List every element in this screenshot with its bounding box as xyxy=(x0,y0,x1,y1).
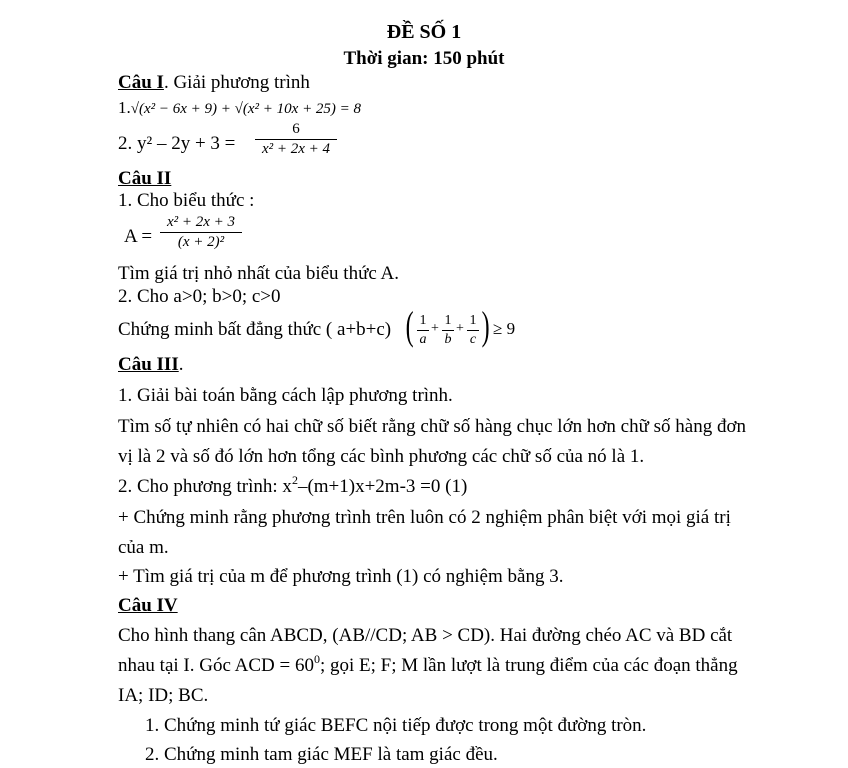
cau1-eq1-expression: √(x² − 6x + 9) + √(x² + 10x + 25) = 8 xyxy=(130,101,362,117)
cau3-l4a: 2. Cho phương trình: x xyxy=(118,476,292,497)
frac-1-over-a: 1 a xyxy=(417,314,429,347)
cau2-p3: 2. Cho a>0; b>0; c>0 xyxy=(118,286,281,307)
cau4-l2b: ; gọi E; F; M lần lượt là trung điểm của các đoạn thẳng xyxy=(319,655,738,676)
cau3-label-tail: . xyxy=(178,354,184,375)
cau3-heading xyxy=(118,355,183,374)
cau2-a-numerator: x² + 2x + 3 xyxy=(166,214,236,230)
cau1-label-tail: . Giải phương trình xyxy=(163,72,310,93)
cau4-item-1: 1. Chứng minh tứ giác BEFC nội tiếp được trong một đường tròn. xyxy=(145,715,647,736)
cau2-a-denominator: (x + 2)² xyxy=(177,234,225,250)
cau1-eq2-numerator: 6 xyxy=(292,121,300,137)
cau2-a-left: A = xyxy=(124,226,153,247)
cau4-l1: Cho hình thang cân ABCD, (AB//CD; AB > CD). Hai đường chéo AC và BD cắt xyxy=(118,625,733,646)
cau1-heading xyxy=(118,73,310,92)
cau1-equation-1 xyxy=(118,99,361,117)
cau2-p4: Chứng minh bất đẳng thức ( a+b+c) xyxy=(118,319,392,340)
cau2-inequality-tail: ≥ 9 xyxy=(493,319,516,338)
cau4-l3: IA; ID; BC. xyxy=(118,685,209,706)
plus-sign: + xyxy=(456,321,464,336)
cau1-eq2-denominator: x² + 2x + 4 xyxy=(261,141,331,157)
cau3-label: Câu III xyxy=(118,354,179,375)
cau1-eq1-number: 1. xyxy=(118,98,131,117)
cau3-l2: Tìm số tự nhiên có hai chữ số biết rằng chữ số hàng chục lớn hơn chữ số hàng đơn xyxy=(118,416,747,437)
frac-1-over-c: 1 c xyxy=(467,314,479,347)
cau4-label: Câu IV xyxy=(118,595,178,616)
cau2-p2: Tìm giá trị nhỏ nhất của biểu thức A. xyxy=(118,263,399,284)
cau2-a-fraction xyxy=(160,215,242,250)
cau3-l4: 2. Cho phương trình: $x^2-(m+1)x+2m-3 =0$ (1) xyxy=(118,473,468,497)
document-time: Thời gian: 150 phút xyxy=(343,48,505,69)
cau3-l7: + Tìm giá trị của m để phương trình (1) có nghiệm bằng 3. xyxy=(118,566,564,587)
cau2-label: Câu II xyxy=(118,168,172,189)
document-title: ĐỀ SỐ 1 xyxy=(386,21,462,43)
cau4-l2a: nhau tại I. Góc ACD = 60 xyxy=(118,655,314,676)
cau4-l2: nhau tại I. Góc ACD = $60^0$; gọi E; F; M lần lượt là trung điểm của các đoạn thẳng xyxy=(118,652,738,676)
frac-1-over-b: 1 b xyxy=(442,314,454,347)
cau4-item-2: 2. Chứng minh tam giác MEF là tam giác đều. xyxy=(145,744,498,765)
cau3-l3: vị là 2 và số đó lớn hơn tổng các bình phương các chữ số của nó là 1. xyxy=(118,446,645,467)
plus-sign: + xyxy=(431,321,439,336)
cau3-l6: của m. xyxy=(118,537,169,558)
cau2-p1: 1. Cho biểu thức : xyxy=(118,190,255,211)
cau3-l5: + Chứng minh rằng phương trình trên luôn có 2 nghiệm phân biệt với mọi giá trị xyxy=(118,507,731,528)
left-paren: ( xyxy=(405,303,414,348)
cau1-eq2-left: 2. y² – 2y + 3 = xyxy=(118,133,236,154)
cau3-l1: 1. Giải bài toán bằng cách lập phương trình. xyxy=(118,385,453,406)
right-paren: ) xyxy=(481,303,490,348)
cau1-label: Câu I xyxy=(118,72,164,93)
cau3-l4b: –(m+1)x+2m-3 =0 (1) xyxy=(297,476,468,497)
cau1-eq2-fraction xyxy=(255,122,337,157)
